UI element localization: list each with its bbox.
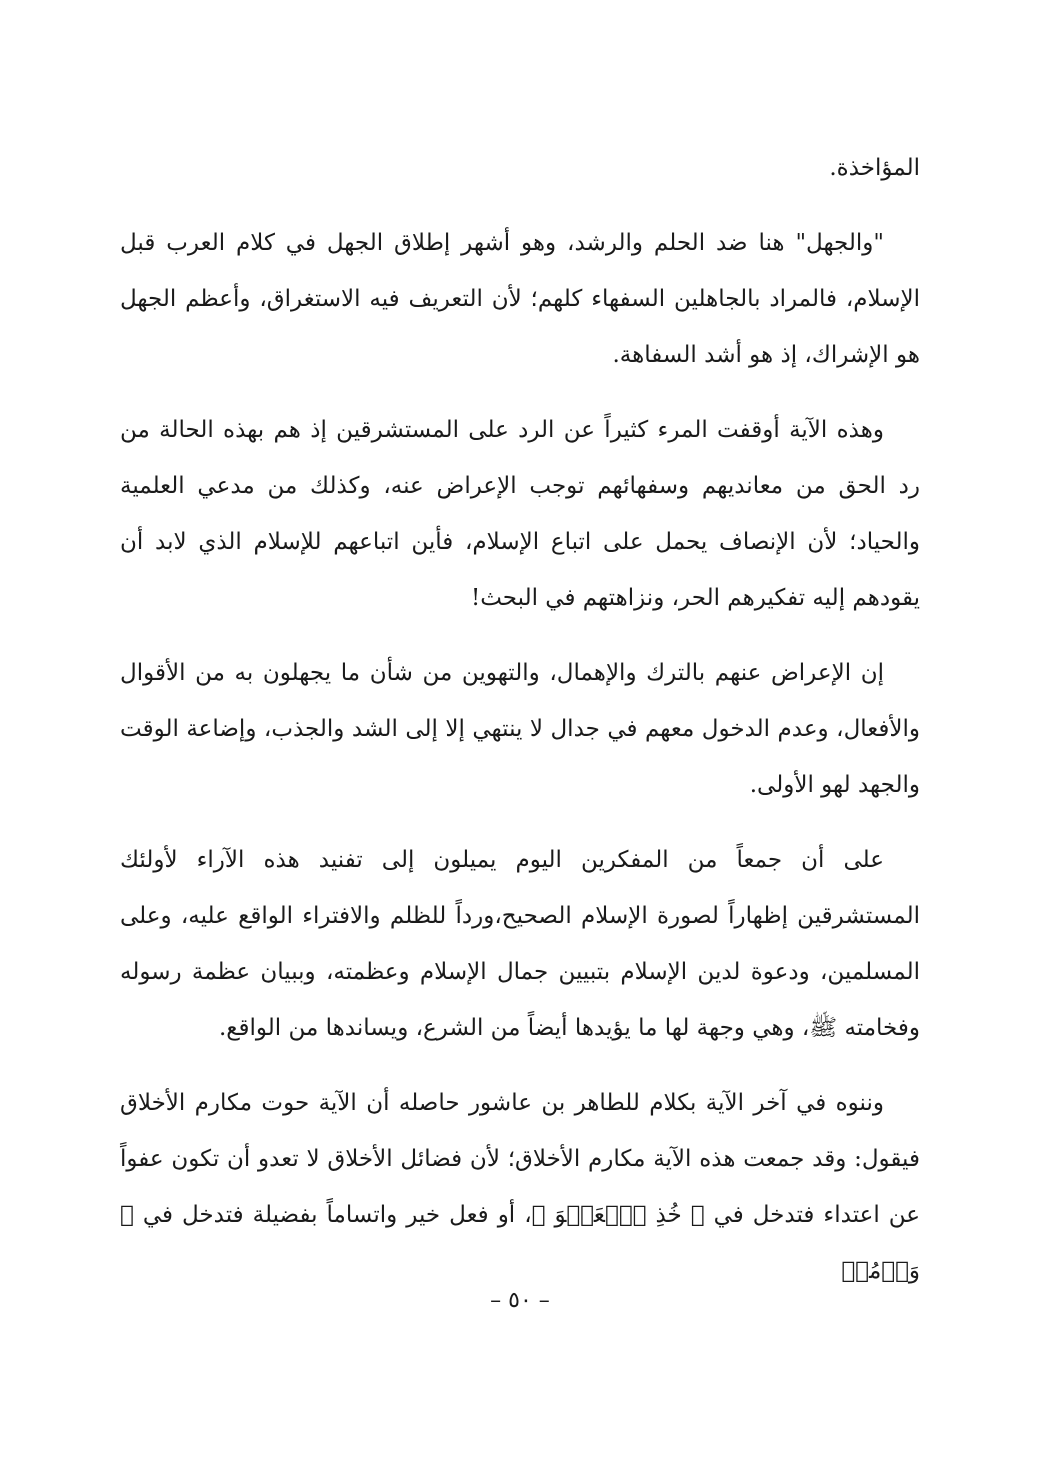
paragraph: "والجهل" هنا ضد الحلم والرشد، وهو أشهر إطلاق الجهل في كلام العرب قبل الإسلام، فالمراد بالجاهلين السفهاء كلهم؛ لأن التعريف فيه الاستغراق، وأعظم الجهل هو الإشراك، إذ هو أشد السفاهة. (120, 230, 920, 368)
paragraph: وهذه الآية أوقفت المرء كثيراً عن الرد على المستشرقين إذ هم بهذه الحالة من رد الحق من معانديهم وسفهائهم توجب الإعراض عنه، وكذلك من مدعي العلمية والحياد؛ لأن الإنصاف يحمل على اتباع الإسلام، فأين اتباعهم للإسلام الذي لابد أن يقودهم إليه تفكيرهم الحر، ونزاهتهم في البحث! (120, 417, 920, 611)
paragraph: وننوه في آخر الآية بكلام للطاهر بن عاشور حاصله أن الآية حوت مكارم الأخلاق فيقول: وقد جمعت هذه الآية مكارم الأخلاق؛ لأن فضائل الأخلاق لا تعدو أن تكون عفواً عن اعتداء فتدخل في ﴿ خُذِ ٱلۡعَفۡوَ ﴾، أو فعل خير واتساماً بفضيلة فتدخل في ﴿ وَأۡمُرۡ (120, 1090, 920, 1284)
paragraph: على أن جمعاً من المفكرين اليوم يميلون إلى تفنيد هذه الآراء لأولئك المستشرقين إظهاراً لصورة الإسلام الصحيح،ورداً للظلم والافتراء الواقع عليه، وعلى المسلمين، ودعوة لدين الإسلام بتبيين جمال الإسلام وعظمته، وببيان عظمة رسوله وفخامته ﷺ، وهي وجهة لها ما يؤيدها أيضاً من الشرع، ويساندها من الواقع. (120, 847, 920, 1041)
page-number: – ٥٠ – (490, 1288, 550, 1313)
paragraph-continuation: المؤاخذة. (829, 155, 920, 181)
paragraph: إن الإعراض عنهم بالترك والإهمال، والتهوين من شأن ما يجهلون به من الأقوال والأفعال، وعدم الدخول معهم في جدال لا ينتهي إلا إلى الشد والجذب، وإضاعة الوقت والجهد لهو الأولى. (120, 660, 920, 798)
page-body (120, 140, 920, 1318)
